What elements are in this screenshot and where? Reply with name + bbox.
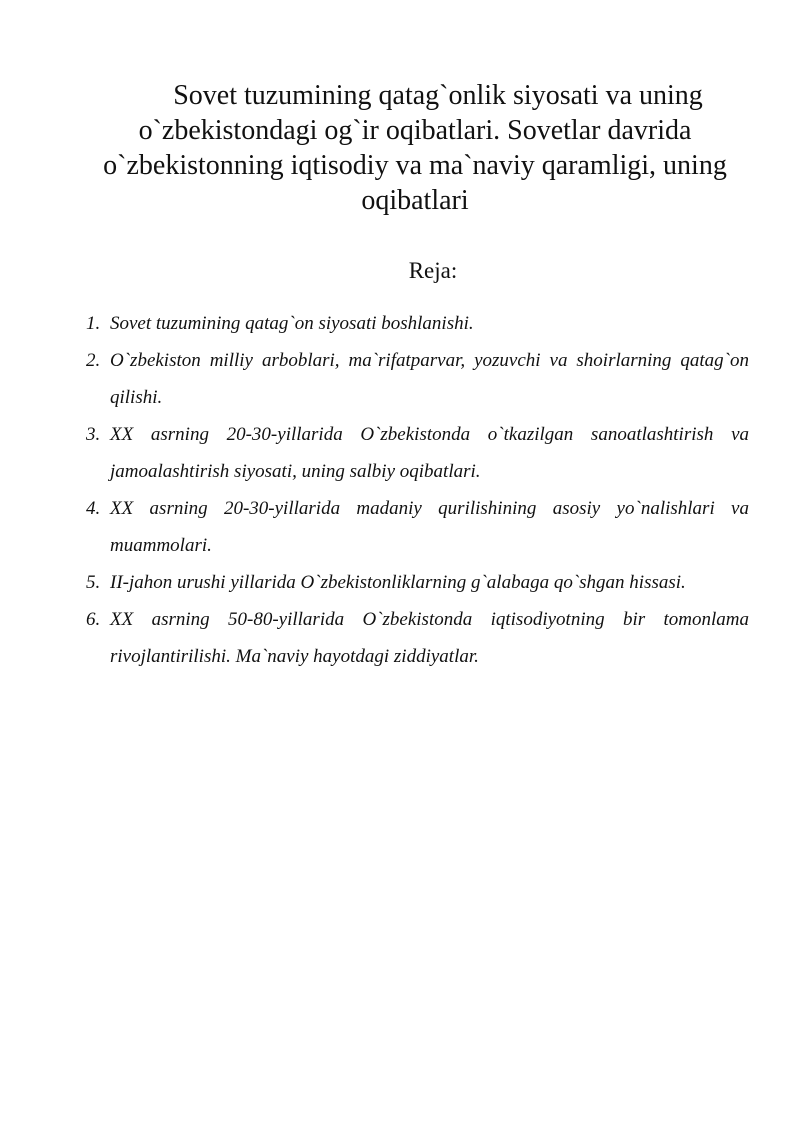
plan-item-number: 1. [86,313,101,334]
plan-item-number: 4. [86,498,101,519]
plan-item-text: XX asrning 50-80-yillarida O`zbekistonda iqtisodiyotning bir tomonlama rivojlantirilishi. Ma`naviy hayotdagi ziddiyatlar. [110,609,749,667]
plan-item-text: O`zbekiston milliy arboblari, ma`rifatparvar, yozuvchi va shoirlarning qatag`on qilishi. [110,350,749,408]
plan-item-number: 6. [86,609,101,630]
plan-item-3 [86,416,749,490]
plan-item-6 [86,601,749,675]
plan-item-number: 5. [86,572,101,593]
plan-item-text: II-jahon urushi yillarida O`zbekistonliklarning g`alabaga qo`shgan hissasi. [110,572,686,593]
plan-item-5 [86,564,749,601]
plan-item-2 [86,342,749,416]
document-title: Sovet tuzumining qatag`onlik siyosati va uning o`zbekistondagi og`ir oqibatlari. Sovetlar davrida o`zbekistonning iqtisodiy va ma`naviy qaramligi, uning oqibatlari [103,80,727,216]
plan-item-text: Sovet tuzumining qatag`on siyosati boshlanishi. [110,313,474,334]
plan-item-number: 3. [86,424,101,445]
plan-list [86,305,749,675]
plan-item-number: 2. [86,350,101,371]
plan-item-text: XX asrning 20-30-yillarida O`zbekistonda o`tkazilgan sanoatlashtirish va jamoalashtirish siyosati, uning salbiy oqibatlari. [110,424,749,482]
plan-heading: Reja: [408,258,458,283]
plan-item-1 [86,305,749,342]
plan-item-4 [86,490,749,564]
plan-item-text: XX asrning 20-30-yillarida madaniy qurilishining asosiy yo`nalishlari va muammolari. [110,498,749,556]
